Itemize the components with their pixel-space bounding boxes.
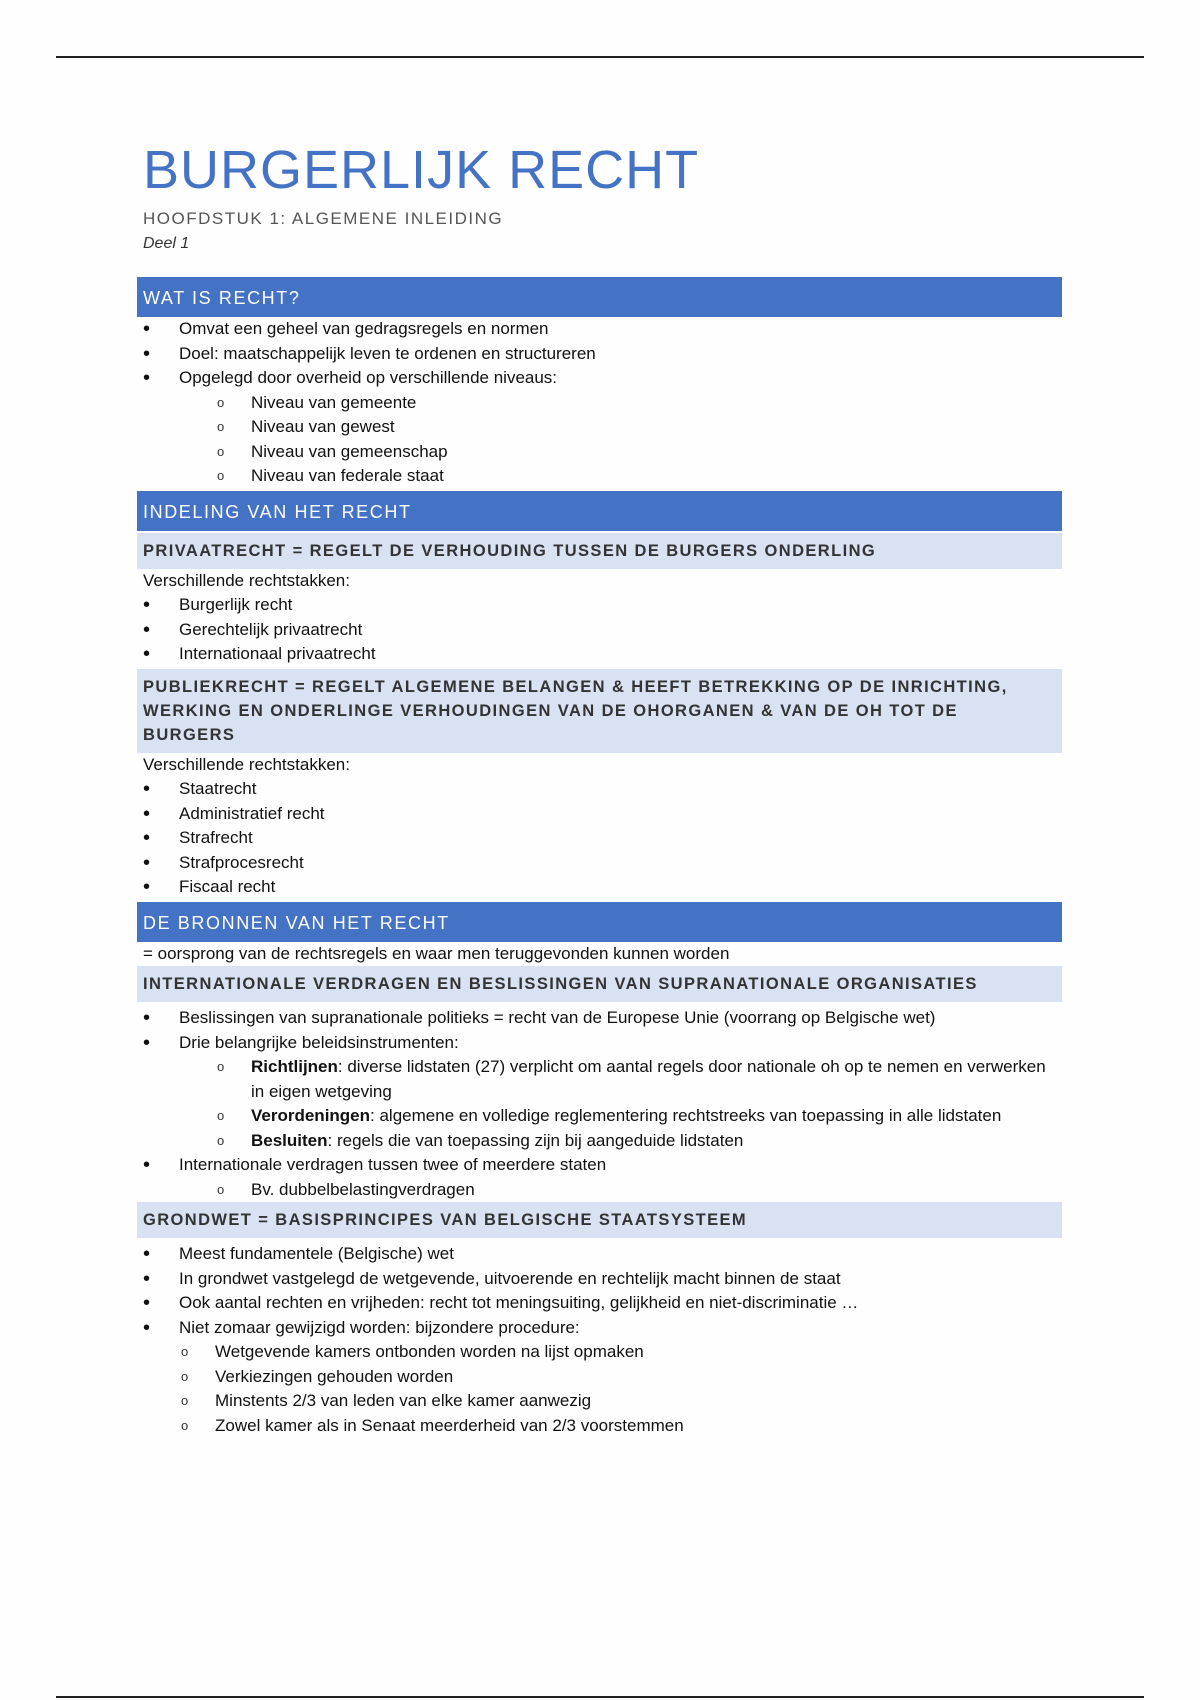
sub-item: o Zowel kamer als in Senaat meerderheid van 2/3 voorstemmen [137,1414,1062,1439]
list-item: • Ook aantal rechten en vrijheden: recht tot meningsuiting, gelijkheid en niet-discriminatie … [137,1291,1062,1316]
heading-indeling: INDELING VAN HET RECHT [137,491,1062,531]
list-item: • Burgerlijk recht [137,593,1062,618]
list-privaatrecht [137,593,1062,667]
sublist-verdragen [137,1178,1062,1203]
doc-part: Deel 1 [143,235,190,252]
sub-item-verordeningen [137,1104,1062,1129]
sublist-procedure [137,1340,1062,1438]
sublist-beleidsinstrumenten [137,1055,1062,1153]
sub-item: o Minstents 2/3 van leden van elke kamer aanwezig [137,1389,1062,1414]
bronnen-intro: = oorsprong van de rechtsregels en waar men teruggevonden kunnen worden [143,943,730,963]
list-publiekrecht [137,777,1062,900]
text-richtlijnen: : diverse lidstaten (27) verplicht om aantal regels door nationale oh op te nemen en verwerken in eigen wetgeving [251,1057,1046,1101]
sub-item-besluiten [137,1129,1062,1154]
list-item: • Niet zomaar gewijzigd worden: bijzondere procedure: [137,1316,1062,1341]
list-item: • Gerechtelijk privaatrecht [137,618,1062,643]
privaat-intro: Verschillende rechtstakken: [143,570,350,590]
list-wat-is-recht [137,317,1062,391]
list-item: • Beslissingen van supranationale politieks = recht van de Europese Unie (voorrang op Belgische wet) [137,1006,1062,1031]
list-item: • Opgelegd door overheid op verschillende niveaus: [137,366,1062,391]
sub-item: o Wetgevende kamers ontbonden worden na lijst opmaken [137,1340,1062,1365]
list-item: • Strafprocesrecht [137,851,1062,876]
list-item: • Strafrecht [137,826,1062,851]
doc-title: BURGERLIJK RECHT [143,140,700,200]
term-verordeningen: Verordeningen [251,1106,371,1125]
publiek-intro: Verschillende rechtstakken: [143,754,350,774]
sublist-niveaus [137,391,1062,489]
sub-item: o Niveau van federale staat [137,464,1062,489]
sub-item-richtlijnen [137,1055,1062,1104]
doc-subtitle: HOOFDSTUK 1: ALGEMENE INLEIDING [143,209,504,228]
sub-item: o Bv. dubbelbelastingverdragen [137,1178,1062,1203]
list-internationaal [137,1006,1062,1055]
list-item: • Drie belangrijke beleidsinstrumenten: [137,1031,1062,1056]
list-item: • Meest fundamentele (Belgische) wet [137,1242,1062,1267]
list-item: • Internationaal privaatrecht [137,642,1062,667]
bottom-rule [56,1696,1144,1698]
list-item: • In grondwet vastgelegd de wetgevende, uitvoerende en rechtelijk macht binnen de staat [137,1267,1062,1292]
list-grondwet [137,1242,1062,1340]
sub-item: o Niveau van gemeente [137,391,1062,416]
text-verordeningen: : algemene en volledige reglementering rechtstreeks van toepassing in alle lidstaten [370,1106,1002,1125]
subheading-publiekrecht: PUBLIEKRECHT = REGELT ALGEMENE BELANGEN & HEEFT BETREKKING OP DE INRICHTING, WERKING EN ONDERLINGE VERHOUDINGEN VAN DE OHORGANEN & VAN DE OH TOT DE BURGERS [137,669,1062,753]
sub-item: o Niveau van gemeenschap [137,440,1062,465]
text-besluiten: : regels die van toepassing zijn bij aangeduide lidstaten [327,1130,744,1150]
list-item: • Administratief recht [137,802,1062,827]
heading-bronnen: DE BRONNEN VAN HET RECHT [137,902,1062,942]
list-item: • Omvat een geheel van gedragsregels en normen [137,317,1062,342]
list-item: • Doel: maatschappelijk leven te ordenen en structureren [137,342,1062,367]
heading-wat-is-recht: WAT IS RECHT? [137,277,1062,317]
document-page [137,140,1062,1438]
list-item: • Internationale verdragen tussen twee of meerdere staten [137,1153,1062,1178]
subheading-privaatrecht: PRIVAATRECHT = REGELT DE VERHOUDING TUSSEN DE BURGERS ONDERLING [137,533,1062,569]
sub-item: o Verkiezingen gehouden worden [137,1365,1062,1390]
list-verdragen [137,1153,1062,1178]
top-rule [56,56,1144,58]
subheading-grondwet: GRONDWET = BASISPRINCIPES VAN BELGISCHE STAATSYSTEEM [137,1202,1062,1238]
term-besluiten: Besluiten [251,1130,328,1150]
subheading-internationale-verdragen: INTERNATIONALE VERDRAGEN EN BESLISSINGEN VAN SUPRANATIONALE ORGANISATIES [137,966,1062,1002]
sub-item: o Niveau van gewest [137,415,1062,440]
list-item: • Fiscaal recht [137,875,1062,900]
term-richtlijnen: Richtlijnen [251,1057,338,1076]
list-item: • Staatrecht [137,777,1062,802]
